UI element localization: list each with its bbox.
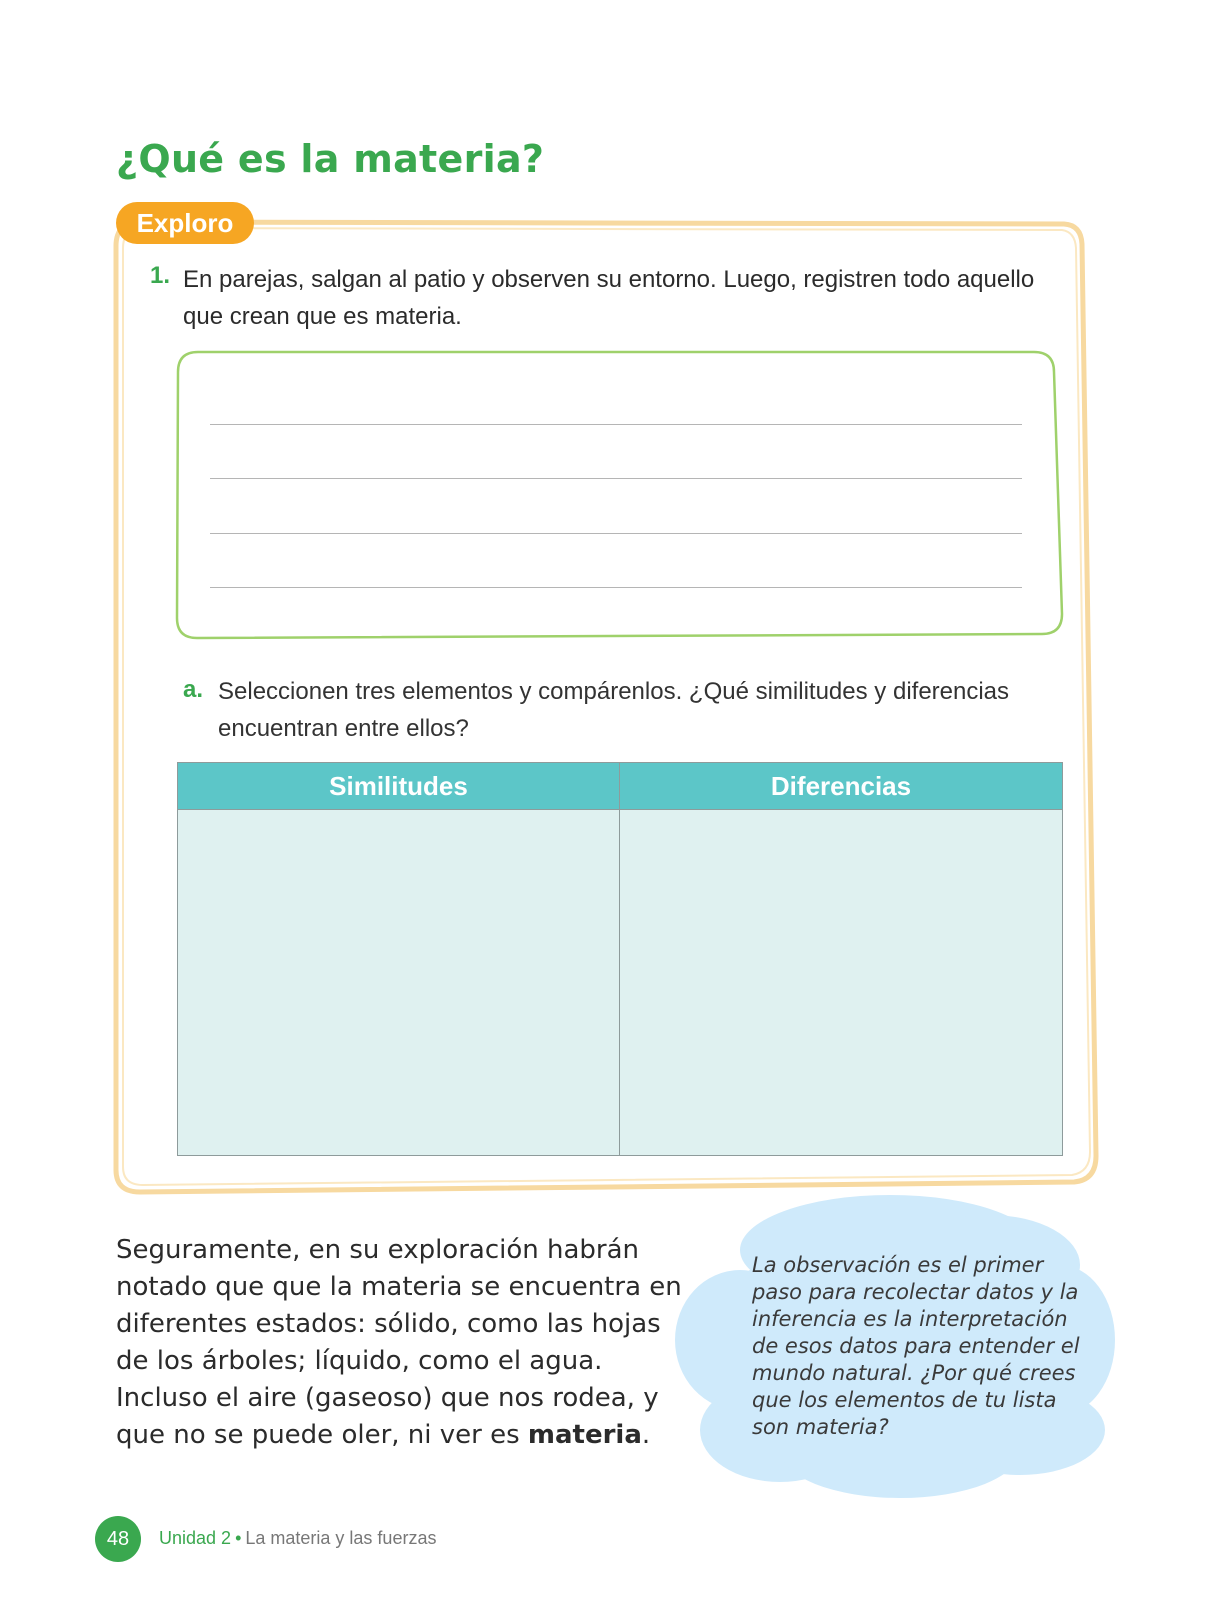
body-text-start: Seguramente, en su exploración habrán notado que que la materia se encuentra en diferentes estados: sólido, como las hojas de los árboles; líquido, como el agua. Incluso el aire (gaseoso) que nos rodea, y que no se puede oler, ni ver es [116, 1235, 682, 1450]
footer [159, 1528, 436, 1549]
footer-unit: Unidad 2 [159, 1528, 232, 1548]
page-title: ¿Qué es la materia? [116, 137, 545, 182]
subquestion-text: Seleccionen tres elementos y compárenlos. ¿Qué similitudes y diferencias encuentran entre ellos? [218, 678, 1010, 742]
cloud-note: La observación es el primer paso para recolectar datos y la inferencia es la interpretación de esos datos para entender el mundo natural. ¿Por qué crees que los elementos de tu lista son materia? [752, 1253, 1080, 1439]
subquestion-letter: a. [183, 676, 204, 703]
body-bold-word: materia [527, 1420, 642, 1450]
similarities-header: Similitudes [178, 763, 619, 810]
footer-unit-title: La materia y las fuerzas [245, 1528, 437, 1548]
footer-separator: • [235, 1528, 242, 1548]
page-number-badge: 48 [95, 1516, 141, 1562]
body-text-end: . [641, 1420, 651, 1450]
question-text: En parejas, salgan al patio y observen su entorno. Luego, registren todo aquello que crean que es materia. [183, 266, 1035, 330]
differences-header: Diferencias [620, 763, 1062, 810]
explore-tab: Exploro [116, 202, 254, 244]
question-number: 1. [150, 262, 171, 289]
